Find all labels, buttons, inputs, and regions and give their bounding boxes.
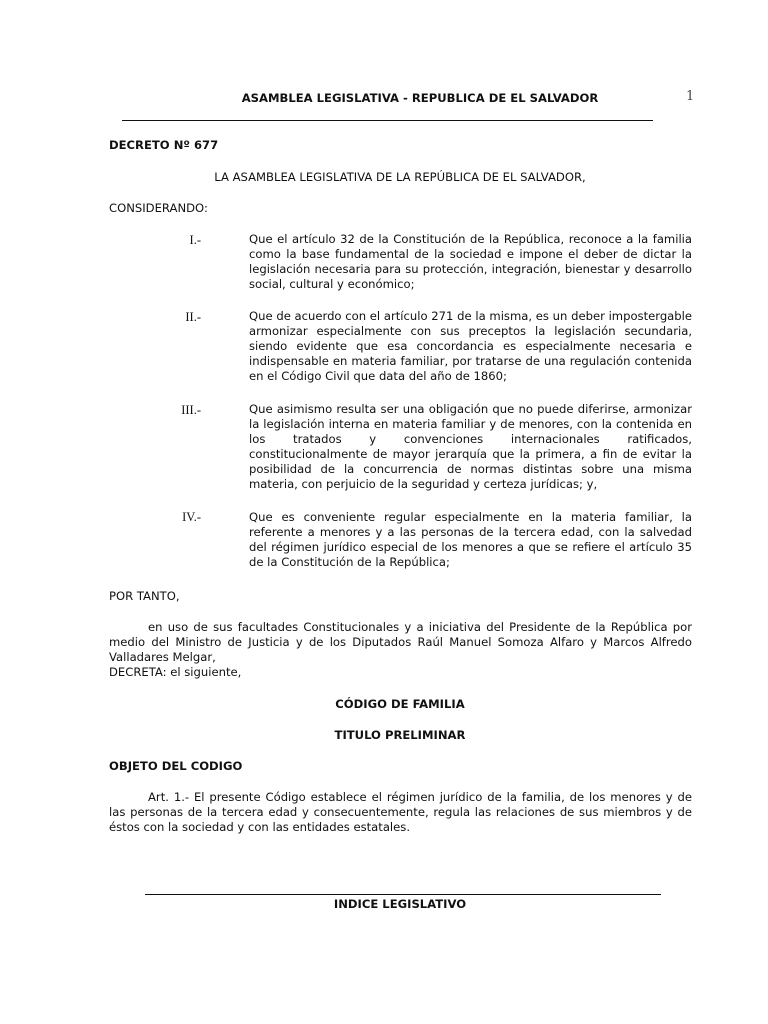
item-text-2: Que de acuerdo con el artículo 271 de la misma, es un deber impostergable armonizar especialmente con sus preceptos la legislación secundaria, siendo evidente que esa concordancia es especialmente necesaria e indispensable en materia familiar, por tratarse de una regulación contenida en el Código Civil que data del año de 1860; [249, 309, 692, 383]
item-text-3: Que asimismo resulta ser una obligación que no puede diferirse, armonizar la legislación interna en materia familiar y de menores, con la contenida en los tratados y convenciones internacionales ratificados, constitucionalmente de mayor jerarquía que la primera, a fin de evitar la posibilidad de la concurrencia de normas distintas sobre una misma materia, con perjuicio de la seguridad y certeza jurídicas; y, [249, 402, 692, 491]
item-number-2: II.- [185, 310, 201, 324]
item-number-3: III.- [181, 403, 201, 417]
decreta-line: DECRETA: el siguiente, [109, 665, 242, 679]
footer-rule [145, 894, 661, 895]
header-rule [122, 120, 653, 121]
code-title: CÓDIGO DE FAMILIA [335, 697, 465, 711]
objeto-heading: OBJETO DEL CODIGO [109, 759, 243, 773]
uso-paragraph: en uso de sus facultades Constitucionales y a iniciativa del Presidente de la República por medio del Ministro de Justicia y de los Diputados Raúl Manuel Somoza Alfaro y Marcos Alfredo Valladares Melgar, [109, 620, 692, 664]
item-text-1: Que el artículo 32 de la Constitución de la República, reconoce a la familia como la base fundamental de la sociedad e impone el deber de dictar la legislación necesaria para su protección, integración, bienestar y desarrollo social, cultural y económico; [249, 232, 692, 291]
page-number: 1 [686, 89, 695, 104]
decree-number: DECRETO Nº 677 [109, 138, 219, 152]
header-title: ASAMBLEA LEGISLATIVA - REPUBLICA DE EL SALVADOR [241, 91, 599, 105]
footer-label: INDICE LEGISLATIVO [333, 897, 467, 911]
article-1: Art. 1.- El presente Código establece el régimen jurídico de la familia, de los menores y de las personas de la tercera edad y consecuentemente, regula las relaciones de sus miembros y de éstos con la sociedad y con las entidades estatales. [109, 790, 692, 834]
titulo-preliminar: TITULO PRELIMINAR [334, 728, 466, 742]
item-number-1: I.- [189, 233, 201, 247]
por-tanto: POR TANTO, [109, 589, 180, 603]
considerando-heading: CONSIDERANDO: [109, 201, 208, 215]
item-number-4: IV.- [182, 510, 201, 524]
item-text-4: Que es conveniente regular especialmente en la materia familiar, la referente a menores y a las personas de la tercera edad, con la salvedad del régimen jurídico especial de los menores a que se refiere el artículo 35 de la Constitución de la República; [249, 510, 692, 569]
decree-issuer: LA ASAMBLEA LEGISLATIVA DE LA REPÚBLICA DE EL SALVADOR, [214, 170, 586, 184]
